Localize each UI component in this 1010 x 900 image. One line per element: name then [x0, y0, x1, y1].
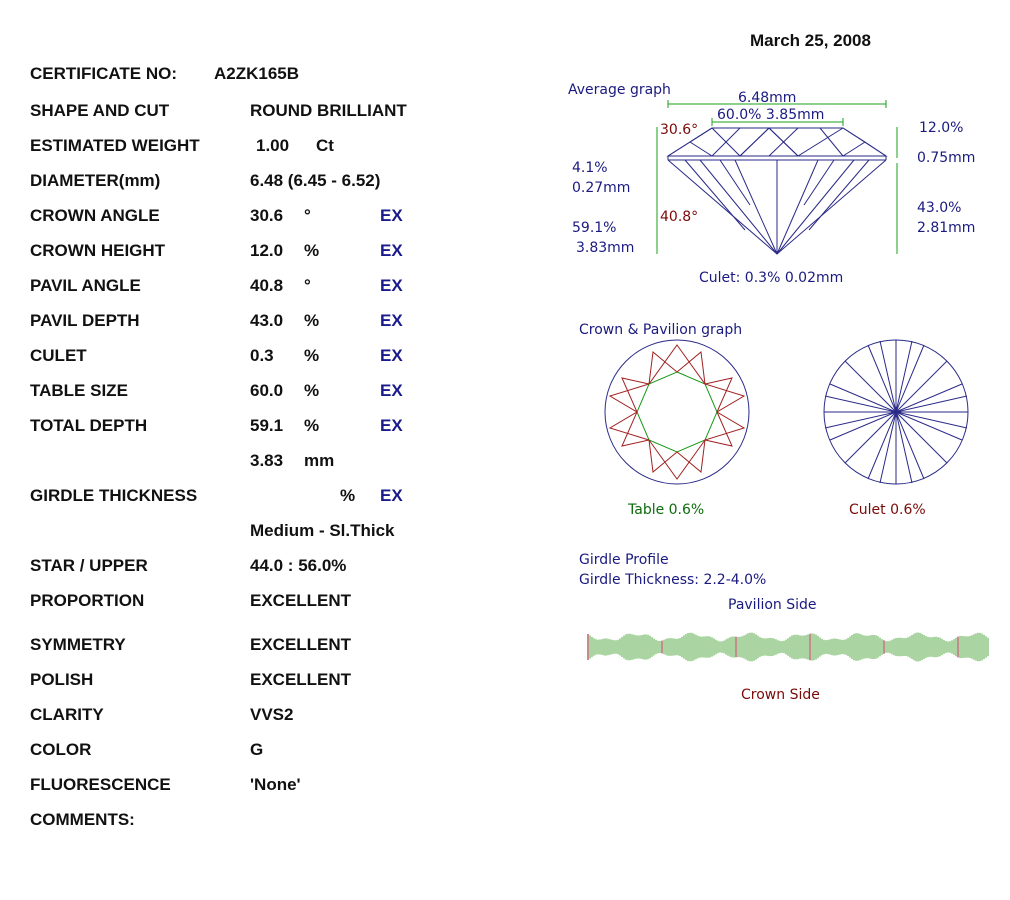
- label-star-upper: STAR / UPPER: [30, 556, 148, 575]
- crown-pavilion-title: Crown & Pavilion graph: [579, 322, 743, 338]
- girdle-pct-label: 4.1%: [572, 160, 608, 176]
- grade-culet: EX: [380, 346, 403, 365]
- crown-height-mm-label: 0.75mm: [917, 150, 976, 166]
- unit-total-depth-mm: mm: [304, 451, 335, 470]
- girdle-mm-label: 0.27mm: [572, 180, 631, 196]
- unit-culet: %: [304, 346, 320, 365]
- certificate-label: CERTIFICATE NO:: [30, 64, 178, 83]
- grade-crown-height: EX: [380, 241, 403, 260]
- total-depth-mm-label: 3.83mm: [576, 240, 635, 256]
- label-culet: CULET: [30, 346, 87, 365]
- grade-pavil-angle: EX: [380, 276, 403, 295]
- value-star-upper: 44.0 : 56.0%: [250, 556, 347, 575]
- grade-pavil-depth: EX: [380, 311, 403, 330]
- crown-side-label: Crown Side: [741, 687, 820, 703]
- label-weight: ESTIMATED WEIGHT: [30, 136, 200, 155]
- label-crown-angle: CROWN ANGLE: [30, 206, 160, 225]
- label-pavil-angle: PAVIL ANGLE: [30, 276, 141, 295]
- table-label: 60.0% 3.85mm: [717, 107, 825, 123]
- label-symmetry: SYMMETRY: [30, 635, 126, 654]
- pavilion-depth-mm-label: 2.81mm: [917, 220, 976, 236]
- value-polish: EXCELLENT: [250, 670, 352, 689]
- unit-girdle-thickness: %: [340, 486, 356, 505]
- value-total-depth: 59.1: [250, 416, 284, 435]
- average-graph-title: Average graph: [568, 82, 671, 98]
- girdle-profile-strip: [588, 633, 988, 662]
- value-proportion: EXCELLENT: [250, 591, 352, 610]
- value-diameter: 6.48 (6.45 - 6.52): [250, 171, 381, 190]
- pavilion-depth-pct-label: 43.0%: [917, 200, 962, 216]
- label-table-size: TABLE SIZE: [30, 381, 128, 400]
- girdle-thickness-label: Girdle Thickness: 2.2-4.0%: [579, 572, 767, 588]
- unit-total-depth: %: [304, 416, 320, 435]
- report-date: March 25, 2008: [750, 31, 871, 50]
- value-crown-height: 12.0: [250, 241, 284, 260]
- label-total-depth: TOTAL DEPTH: [30, 416, 148, 435]
- value-girdle-description: Medium - Sl.Thick: [250, 521, 395, 540]
- label-color: COLOR: [30, 740, 92, 759]
- table-percent-label: Table 0.6%: [628, 502, 705, 518]
- value-clarity: VVS2: [250, 705, 294, 724]
- value-fluorescence: 'None': [250, 775, 301, 794]
- crown-angle-label: 30.6°: [660, 122, 699, 138]
- grade-table-size: EX: [380, 381, 403, 400]
- girdle-profile-title: Girdle Profile: [579, 552, 669, 568]
- unit-crown-height: %: [304, 241, 320, 260]
- pavilion-angle-label: 40.8°: [660, 209, 699, 225]
- unit-weight: Ct: [316, 136, 334, 155]
- grade-girdle-thickness: EX: [380, 486, 403, 505]
- value-symmetry: EXCELLENT: [250, 635, 352, 654]
- grade-crown-angle: EX: [380, 206, 403, 225]
- value-table-size: 60.0: [250, 381, 284, 400]
- label-comments: COMMENTS:: [30, 810, 135, 829]
- unit-table-size: %: [304, 381, 320, 400]
- value-culet: 0.3: [250, 346, 274, 365]
- unit-pavil-angle: °: [304, 276, 311, 295]
- diameter-label: 6.48mm: [738, 90, 797, 106]
- unit-crown-angle: °: [304, 206, 311, 225]
- pavilion-side-label: Pavilion Side: [728, 597, 817, 613]
- label-polish: POLISH: [30, 670, 94, 689]
- grade-total-depth: EX: [380, 416, 403, 435]
- label-diameter: DIAMETER(mm): [30, 171, 161, 190]
- culet-label: Culet: 0.3% 0.02mm: [699, 270, 844, 286]
- label-clarity: CLARITY: [30, 705, 104, 724]
- crown-height-pct-label: 12.0%: [919, 120, 964, 136]
- certificate-number: A2ZK165B: [214, 64, 300, 83]
- value-weight: 1.00: [256, 136, 290, 155]
- label-pavil-depth: PAVIL DEPTH: [30, 311, 140, 330]
- value-pavil-angle: 40.8: [250, 276, 284, 295]
- total-depth-pct-label: 59.1%: [572, 220, 617, 236]
- pavilion-facet-diagram: [824, 340, 968, 484]
- value-total-depth-mm: 3.83: [250, 451, 284, 470]
- value-pavil-depth: 43.0: [250, 311, 284, 330]
- label-proportion: PROPORTION: [30, 591, 145, 610]
- label-shape: SHAPE AND CUT: [30, 101, 170, 120]
- unit-pavil-depth: %: [304, 311, 320, 330]
- value-shape: ROUND BRILLIANT: [250, 101, 407, 120]
- value-crown-angle: 30.6: [250, 206, 284, 225]
- culet-percent-label: Culet 0.6%: [849, 502, 926, 518]
- label-girdle-thickness: GIRDLE THICKNESS: [30, 486, 198, 505]
- label-fluorescence: FLUORESCENCE: [30, 775, 171, 794]
- crown-facet-diagram: [605, 340, 749, 484]
- label-crown-height: CROWN HEIGHT: [30, 241, 166, 260]
- value-color: G: [250, 740, 264, 759]
